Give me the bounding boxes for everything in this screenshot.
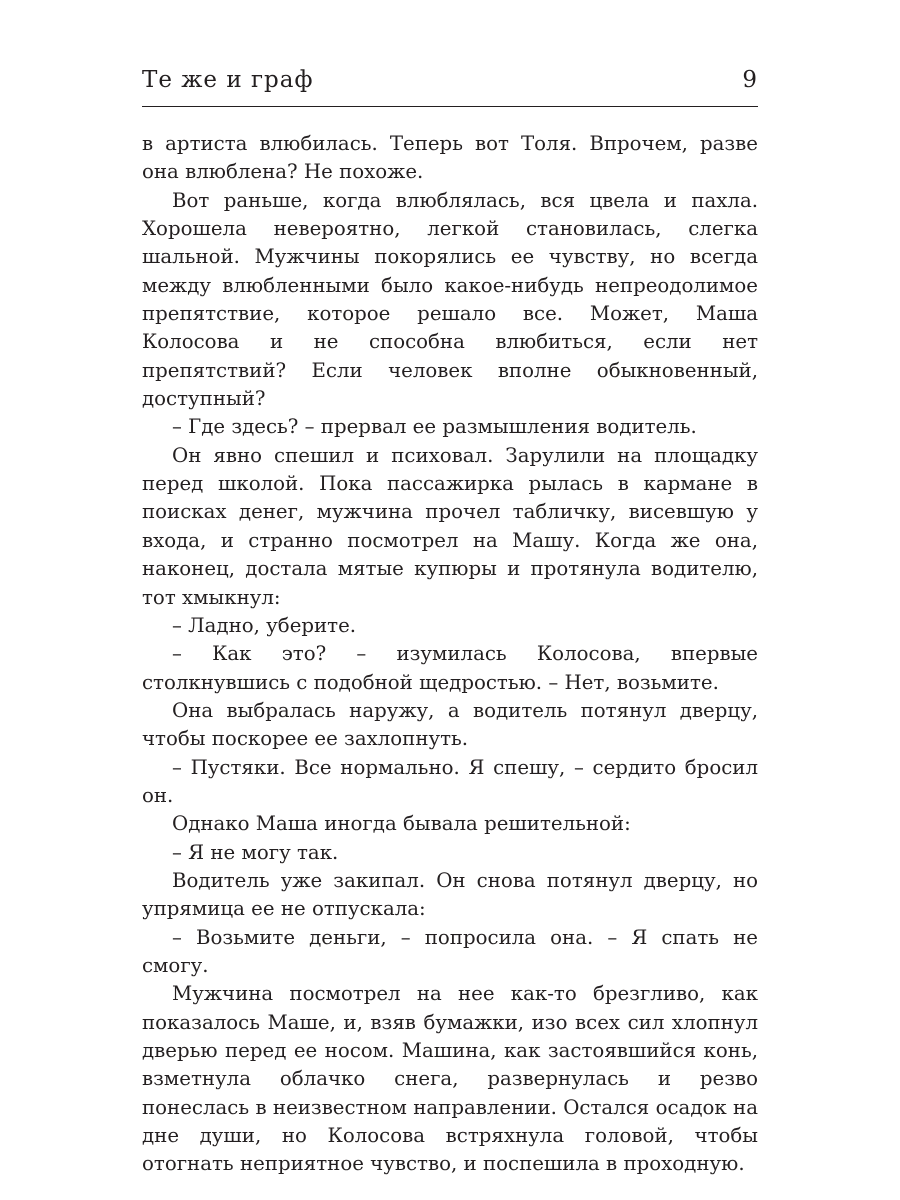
header-rule bbox=[142, 106, 758, 107]
paragraph: Вот раньше, когда влюблялась, вся цвела и пахла. Хорошела невероятно, легкой становилась, слегка шальной. Мужчины покорялись ее чувству, но всегда между влюбленными было какое-нибудь непреодолимое препятствие, которое решало все. Может, Маша Колосова и не способна влюбиться, если нет препятствий? Если человек вполне обыкновенный, доступный? bbox=[142, 188, 758, 411]
paragraph: – Ладно, уберите. bbox=[172, 613, 357, 637]
paragraph: – Пустяки. Все нормально. Я спешу, – сердито бросил он. bbox=[142, 755, 758, 807]
paragraph: Водитель уже закипал. Он снова потянул дверцу, но упрямица ее не отпускала: bbox=[142, 868, 758, 921]
paragraph: – Возьмите деньги, – попросила она. – Я спать не смогу. bbox=[142, 925, 758, 977]
paragraph: Однако Маша иногда бывала решительной: bbox=[172, 812, 631, 836]
paragraph: Мужчина посмотрел на нее как-то брезгливо, как показалось Маше, и, взяв бумажки, изо всех сил хлопнул дверью перед ее носом. Машина, как застоявшийся конь, взметнула облачко снега, развернулась и резво понеслась в неизвестном направлении. Остался осадок на дне души, но Колосова встряхнула головой, чтобы отогнать неприятное чувство, и поспешила в проходную. bbox=[142, 982, 758, 1176]
body-text bbox=[142, 130, 758, 1179]
paragraph: Он явно спешил и психовал. Зарулили на площадку перед школой. Пока пассажирка рылась в кармане в поисках денег, мужчина прочел табличку, висевшую у входа, и странно посмотрел на Машу. Когда же она, наконец, достала мятые купюры и протянула водителю, тот хмыкнул: bbox=[142, 443, 758, 609]
paragraph: – Как это? – изумилась Колосова, впервые столкнувшись с подобной щедростью. – Нет, возьмите. bbox=[142, 642, 758, 694]
page-number: 9 bbox=[742, 67, 758, 93]
running-header bbox=[142, 62, 758, 98]
paragraph: Она выбралась наружу, а водитель потянул дверцу, чтобы поскорее ее захлопнуть. bbox=[142, 698, 758, 751]
paragraph: – Где здесь? – прервал ее размышления водитель. bbox=[172, 415, 697, 439]
paragraph: – Я не могу так. bbox=[172, 840, 339, 864]
paragraph: в артиста влюбилась. Теперь вот Толя. Впрочем, разве она влюблена? Не похоже. bbox=[142, 132, 758, 184]
running-header-title: Те же и граф bbox=[142, 67, 314, 93]
